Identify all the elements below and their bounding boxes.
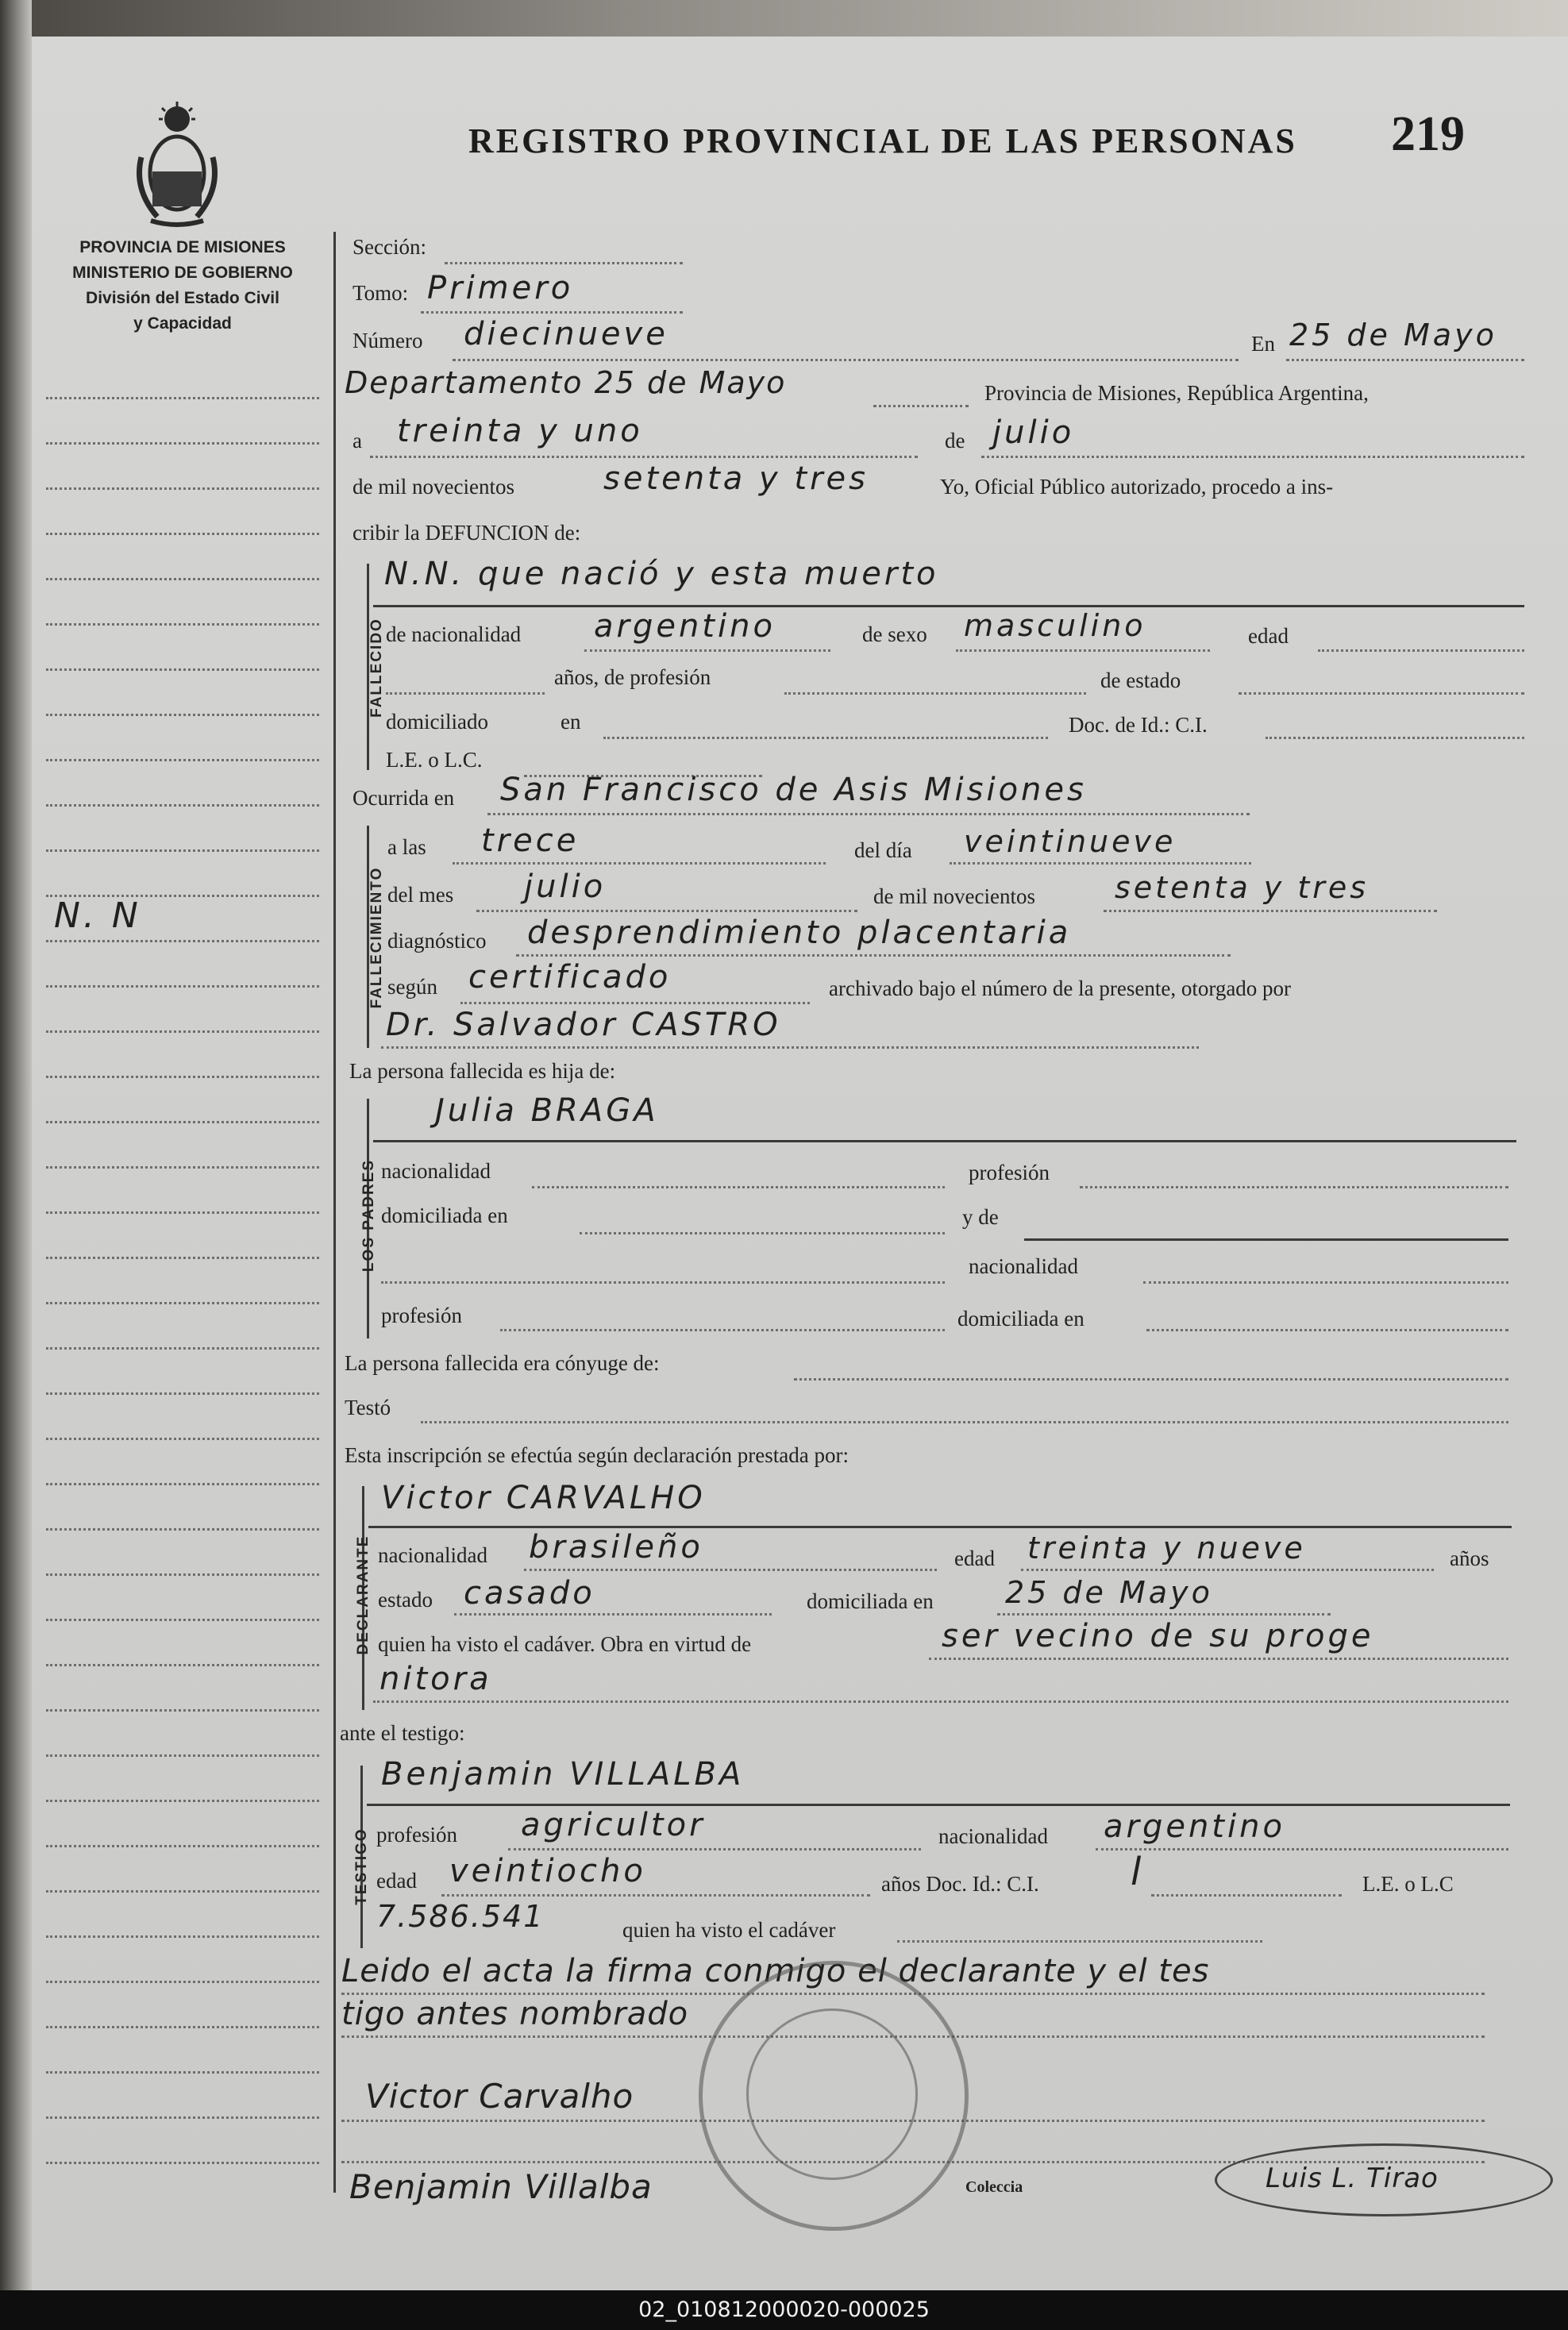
- margin-line: [46, 1302, 319, 1304]
- book-binding-edge: [0, 0, 32, 2290]
- diagnostico-label: diagnóstico: [387, 929, 487, 953]
- margin-line: [46, 1257, 319, 1259]
- domiciliada-madre-label: domiciliada en: [957, 1307, 1085, 1331]
- profesion-padres-label: profesión: [969, 1161, 1050, 1184]
- margin-line: [46, 1121, 319, 1123]
- sexo-value: masculino: [964, 608, 1146, 643]
- margin-line: [46, 578, 319, 580]
- a-las-label: a las: [387, 835, 426, 859]
- margin-line: [46, 2026, 319, 2028]
- margin-line: [46, 442, 319, 445]
- leido-text: Leido el acta la firma conmigo el declarante y el tes: [341, 1953, 1210, 1989]
- decl-dom-value: 25 de Mayo: [1005, 1575, 1213, 1610]
- domiciliado-label: domiciliado: [386, 710, 488, 734]
- margin-line: [46, 1619, 319, 1621]
- margin-line: [46, 1800, 319, 1802]
- en-label: En: [1251, 332, 1275, 356]
- margin-line: [46, 1573, 319, 1576]
- obra2-value: nitora: [379, 1661, 492, 1697]
- margin-line: [46, 2071, 319, 2074]
- declarante-side-label: DECLARANTE: [355, 1535, 372, 1655]
- nacionalidad-label: de nacionalidad: [386, 622, 522, 646]
- division-name: División del Estado Civil: [86, 289, 279, 307]
- y-de-label: y de: [962, 1205, 999, 1229]
- nacionalidad-decl-label: nacionalidad: [378, 1543, 487, 1567]
- dia-value: treinta y uno: [397, 413, 643, 449]
- margin-line: [46, 1076, 319, 1078]
- margin-line: [46, 1392, 319, 1395]
- conyuge-label: La persona fallecida era cónyuge de:: [345, 1351, 660, 1375]
- anos-doc-label: años Doc. Id.: C.I.: [881, 1872, 1039, 1896]
- provincia-label: Provincia de Misiones, República Argentina,: [984, 381, 1369, 405]
- nacionalidad-padres-label: nacionalidad: [381, 1159, 491, 1183]
- division-name-2: y Capacidad: [133, 314, 232, 333]
- quien-visto-label: quien ha visto el cadáver. Obra en virtud de: [378, 1632, 752, 1656]
- test-edad-value: veintiocho: [449, 1853, 646, 1889]
- margin-line: [46, 533, 319, 535]
- decl-nac-value: brasileño: [529, 1529, 703, 1566]
- numero-value: diecinueve: [464, 316, 668, 352]
- diagnostico-value: desprendimiento placentaria: [527, 915, 1072, 951]
- profesion-label: años, de profesión: [554, 665, 711, 689]
- inscribir-label: cribir la DEFUNCION de:: [353, 521, 581, 545]
- anio-fall-value: setenta y tres: [1115, 870, 1370, 905]
- margin-line: [46, 1483, 319, 1485]
- de-mil2-label: de mil novecientos: [873, 884, 1035, 908]
- margin-line: [46, 1981, 319, 1983]
- dia-fall-value: veintinueve: [964, 824, 1177, 859]
- tomo-value: Primero: [427, 270, 574, 306]
- image-id-caption: 02_010812000020-000025: [0, 2290, 1568, 2330]
- declarante-value: Victor CARVALHO: [381, 1480, 706, 1516]
- medico-value: Dr. Salvador CASTRO: [386, 1007, 781, 1043]
- decl-estado-value: casado: [464, 1575, 595, 1612]
- del-mes-label: del mes: [387, 883, 454, 907]
- de-mil-label: de mil novecientos: [353, 475, 514, 499]
- ante-testigo-label: ante el testigo:: [340, 1721, 465, 1745]
- margin-line: [46, 714, 319, 716]
- a-label: a: [353, 429, 362, 453]
- margin-line: [46, 1030, 319, 1033]
- margin-rule: [333, 232, 336, 2193]
- folio-number: 219: [1391, 107, 1465, 161]
- testigo-side-label: TESTIGO: [353, 1827, 370, 1905]
- doc-id-label: Doc. de Id.: C.I.: [1069, 713, 1208, 737]
- estado-decl-label: estado: [378, 1588, 433, 1612]
- margin-line: [46, 940, 319, 942]
- official-seal-inner: [746, 2008, 918, 2180]
- margin-line: [46, 1211, 319, 1214]
- margin-line: [46, 623, 319, 626]
- ocurrida-label: Ocurrida en: [353, 786, 455, 810]
- segun-label: según: [387, 975, 437, 999]
- margin-line: [46, 1845, 319, 1847]
- fallecimiento-side-label: FALLECIMIENTO: [368, 866, 385, 1009]
- hija-de-label: La persona fallecida es hija de:: [349, 1059, 616, 1083]
- fallecido-side-label: FALLECIDO: [368, 618, 385, 718]
- margin-line: [46, 1166, 319, 1169]
- oficial-label: Yo, Oficial Público autorizado, procedo a ins-: [940, 475, 1334, 499]
- margin-line: [46, 1664, 319, 1666]
- book-top-edge: [0, 0, 1568, 37]
- de-label: de: [945, 429, 965, 453]
- seccion-label: Sección:: [353, 235, 426, 259]
- padres-side-label: LOS PADRES: [360, 1158, 377, 1273]
- archivado-label: archivado bajo el número de la presente, otorgado por: [829, 976, 1292, 1000]
- margin-line: [46, 1890, 319, 1893]
- margin-line: [46, 759, 319, 761]
- mes-value: julio: [992, 414, 1075, 451]
- margin-line: [46, 1709, 319, 1712]
- margin-line: [46, 397, 319, 399]
- margin-line: [46, 804, 319, 807]
- ministry-name: MINISTERIO DE GOBIERNO: [72, 264, 293, 282]
- madre-value: Julia BRAGA: [435, 1092, 659, 1129]
- le-lc-label: L.E. o L.C.: [386, 748, 483, 772]
- profesion-test-label: profesión: [376, 1823, 457, 1847]
- nacionalidad-madre-label: nacionalidad: [969, 1254, 1078, 1278]
- margin-line: [46, 668, 319, 671]
- margin-line: [46, 1754, 319, 1757]
- firma-declarante: Victor Carvalho: [365, 2077, 634, 2116]
- departamento-value: Departamento 25 de Mayo: [345, 365, 787, 400]
- margin-line: [46, 1528, 319, 1531]
- edad-label: edad: [1248, 624, 1289, 648]
- margin-note: N. N: [54, 895, 141, 936]
- firma-oficial: Luis L. Tirao: [1266, 2162, 1439, 2194]
- quien-visto2-label: quien ha visto el cadáver: [622, 1918, 836, 1942]
- margin-line: [46, 985, 319, 988]
- margin-line: [46, 1935, 319, 1938]
- signature-loop: [1215, 2143, 1553, 2216]
- margin-line: [46, 2162, 319, 2164]
- mes-fall-value: julio: [524, 868, 607, 905]
- province-name: PROVINCIA DE MISIONES: [79, 238, 286, 256]
- margin-line: [46, 1347, 319, 1350]
- ocurrida-value: San Francisco de Asis Misiones: [500, 772, 1087, 808]
- hora-value: trece: [481, 822, 580, 859]
- test-doc-value: 7.586.541: [376, 1899, 545, 1934]
- test-prof-value: agricultor: [521, 1807, 706, 1843]
- coat-of-arms-icon: [133, 102, 221, 229]
- doc-mark: l: [1131, 1850, 1145, 1894]
- estado-label: de estado: [1100, 668, 1181, 692]
- testigo-value: Benjamin VILLALBA: [381, 1756, 745, 1793]
- nacionalidad-value: argentino: [594, 608, 776, 645]
- margin-line: [46, 1438, 319, 1440]
- anos-decl-label: años: [1450, 1546, 1489, 1570]
- decl-edad-value: treinta y nueve: [1027, 1531, 1306, 1566]
- nacionalidad-test-label: nacionalidad: [938, 1824, 1048, 1848]
- segun-value: certificado: [468, 959, 672, 996]
- registry-title: REGISTRO PROVINCIAL DE LAS PERSONAS: [468, 121, 1297, 160]
- lugar-value: 25 de Mayo: [1289, 318, 1497, 352]
- edad-test-label: edad: [376, 1869, 417, 1893]
- le-lc-test-label: L.E. o L.C: [1362, 1872, 1454, 1896]
- del-dia-label: del día: [854, 838, 912, 862]
- fallecido-value: N.N. que nació y esta muerto: [384, 556, 939, 592]
- numero-label: Número: [353, 329, 423, 352]
- sexo-label: de sexo: [862, 622, 927, 646]
- testo-label: Testó: [345, 1396, 391, 1419]
- inscripcion-label: Esta inscripción se efectúa según declaración prestada por:: [345, 1443, 849, 1467]
- margin-line: [46, 2116, 319, 2119]
- en-domicilio-label: en: [561, 710, 581, 734]
- tomo-label: Tomo:: [353, 281, 409, 305]
- profesion-madre-label: profesión: [381, 1304, 462, 1327]
- anio-value: setenta y tres: [603, 460, 869, 497]
- margin-line: [46, 849, 319, 852]
- domiciliada-padres-label: domiciliada en: [381, 1204, 508, 1227]
- edad-decl-label: edad: [954, 1546, 995, 1570]
- coleccion-label: Coleccia: [965, 2178, 1023, 2196]
- obra-value: ser vecino de su proge: [942, 1618, 1374, 1654]
- margin-line: [46, 487, 319, 490]
- domiciliada-decl-label: domiciliada en: [807, 1589, 934, 1613]
- test-nac-value: argentino: [1104, 1808, 1285, 1845]
- firma-testigo: Benjamin Villalba: [349, 2167, 653, 2206]
- leido-text-2: tigo antes nombrado: [341, 1996, 689, 2032]
